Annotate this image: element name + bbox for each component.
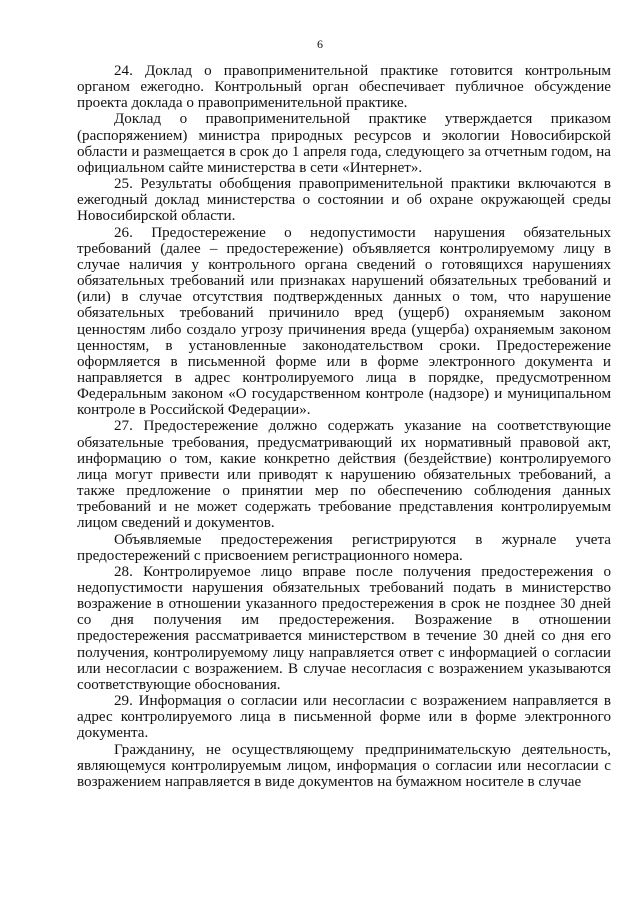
paragraph-citizen: Гражданину, не осуществляющему предпринимательскую деятельность, являющемуся контролируемым лицом, информация о согласии или несогласии с возражением направляется в виде документов на бумажном носителе в случае — [77, 741, 611, 790]
paragraph-warnings-registration: Объявляемые предостережения регистрируются в журнале учета предостережений с присвоением регистрационного номера. — [77, 531, 611, 564]
document-body — [77, 63, 611, 790]
paragraph-27: 27. Предостережение должно содержать указание на соответствующие обязательные требования, предусматривающий их нормативный правовой акт, информацию о том, какие конкретно действия (бездействие) контролируемого лица могут привести или приводят к нарушению обязательных требований, а также предложение о принятии мер по обеспечению соблюдения данных требований и не может содержать требование представления контролируемым лицом сведений и документов. — [77, 418, 611, 532]
paragraph-26: 26. Предостережение о недопустимости нарушения обязательных требований (далее – предостережение) объявляется контролируемому лицу в случае наличия у контрольного органа сведений о готовящихся нарушениях обязательных требований или признаках нарушений обязательных требований и (или) в случае отсутствия подтвержденных данных о том, что нарушение обязательных требований причинило вред (ущерб) охраняемым законом ценностям либо создало угрозу причинения вреда (ущерба) охраняемым законом ценностям, в установленные законодательством сроки. Предостережение оформляется в письменной форме или в форме электронного документа и направляется в адрес контролируемого лица в порядке, предусмотренном Федеральным законом «О государственном контроле (надзоре) и муниципальном контроле в Российской Федерации». — [77, 224, 611, 419]
paragraph-report-approval: Доклад о правоприменительной практике утверждается приказом (распоряжением) министра природных ресурсов и экологии Новосибирской области и размещается в срок до 1 апреля года, следующего за отчетным годом, на официальном сайте министерства в сети «Интернет». — [77, 111, 611, 176]
paragraph-28: 28. Контролируемое лицо вправе после получения предостережения о недопустимости нарушения обязательных требований подать в министерство возражение в отношении указанного предостережения в срок не позднее 30 дней со дня получения им предостережения. Возражение в отношении предостережения рассматривается министерством в течение 30 дней со дня его получения, контролируемому лицу направляется ответ с информацией о согласии или несогласии с возражением. В случае несогласия с возражением указываются соответствующие обоснования. — [77, 563, 611, 693]
paragraph-29: 29. Информация о согласии или несогласии с возражением направляется в адрес контролируемого лица в письменной форме или в форме электронного документа. — [77, 693, 611, 742]
paragraph-25: 25. Результаты обобщения правоприменительной практики включаются в ежегодный доклад министерства о состоянии и об охране окружающей среды Новосибирской области. — [77, 176, 611, 225]
paragraph-24: 24. Доклад о правоприменительной практике готовится контрольным органом ежегодно. Контрольный орган обеспечивает публичное обсуждение проекта доклада о правоприменительной практике. — [77, 63, 611, 112]
page-number: 6 — [317, 37, 323, 51]
